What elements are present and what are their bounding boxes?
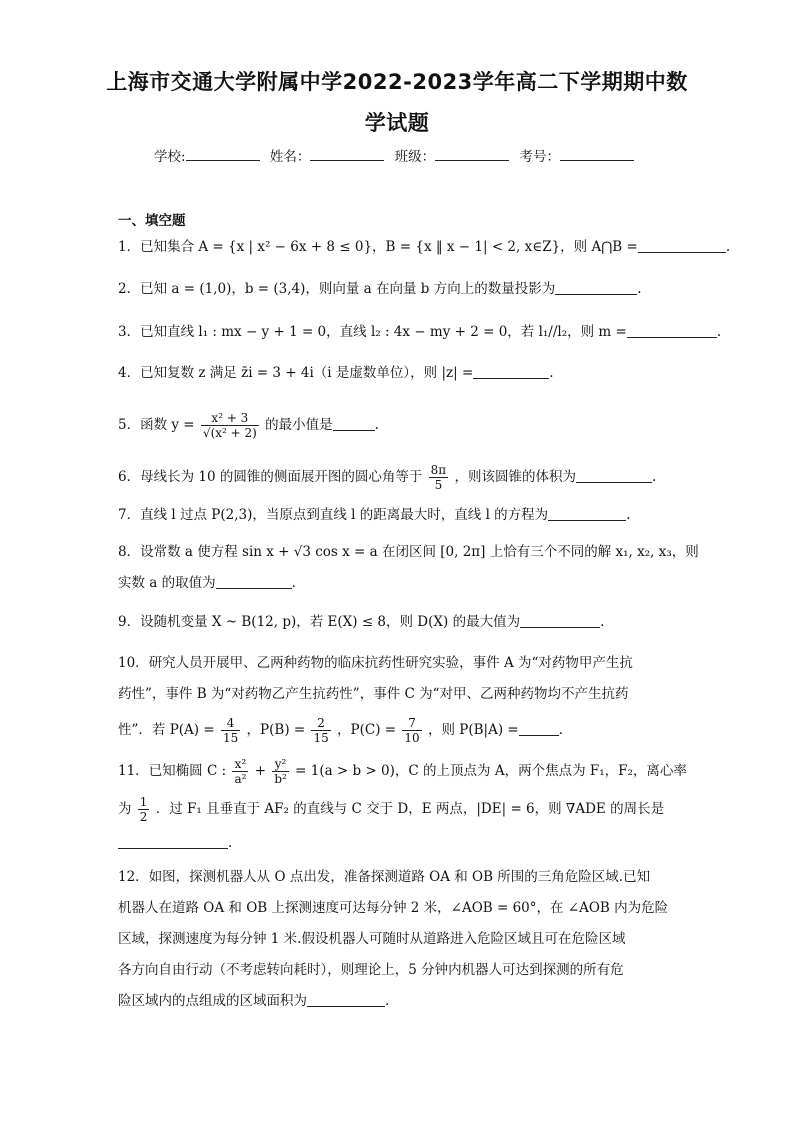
- page-title-continued: 学试题: [364, 111, 430, 135]
- question-4: 4．已知复数 z 满足 z̄i = 3 + 4i（i 是虚数单位），则 |z| = .: [118, 365, 554, 381]
- question-12: 12．如图，探测机器人从 O 点出发，准备探测道路 OA 和 OB 所围的三角危险区域.已知 机器人在道路 OA 和 OB 上探测速度可达每分钟 2 米，∠AOB = 60°，在 ∠AOB 内为危险 区域，探测速度为每分钟 1 米.假设机器人可随时从道路进入危险区域且可在危险区域 各方向自由行动（不考虑转向耗时），则理论上，5 分钟内机器人可达到探测的所有危 险区域内的点组成的区域面积为 .: [118, 869, 669, 1009]
- fraction: $\frac{2}{15}$: [313, 716, 329, 745]
- answer-blank[interactable]: [627, 323, 717, 338]
- question-7: 7．直线 l 过点 P(2,3)，当原点到直线 l 的距离最大时，直线 l 的方程为 .: [118, 507, 631, 523]
- fraction: $\frac{\text{x² + 3}}{\text{√(x² + 2)}}$: [202, 411, 257, 440]
- exam-number-label: 考号：: [519, 149, 560, 165]
- student-info-row: [0, 145, 794, 165]
- question-11: 11．已知椭圆 C : $\frac{\text{x²}}{\text{a²}}$ + $\frac{\text{y²}}{\text{b²}}$ = 1(a > b > 0)，C 的上顶点为 A，两个焦点为 F₁，F₂，离心率 为 $\frac{1}{2}$ ．过 F₁ 且垂直于 AF₂ 的直线与 C 交于 D，E 两点，|DE| = 6，则 ∇ADE 的周长是 .: [118, 757, 687, 851]
- fraction: $\frac{8\pi}{5}$: [430, 463, 447, 492]
- answer-blank[interactable]: [555, 280, 637, 295]
- class-label: 班级：: [394, 149, 436, 165]
- answer-blank[interactable]: [307, 992, 385, 1007]
- answer-blank[interactable]: [118, 834, 228, 849]
- section-heading: 一、填空题: [118, 213, 186, 229]
- fraction: $\frac{7}{10}$: [404, 716, 420, 745]
- question-6: 6．母线长为 10 的圆锥的侧面展开图的圆心角等于 $\frac{8\pi}{5}$ ，则该圆锥的体积为 .: [118, 463, 657, 492]
- answer-blank[interactable]: [520, 613, 600, 628]
- answer-blank[interactable]: [333, 416, 375, 431]
- question-9: 9．设随机变量 X ~ B(12, p)，若 E(X) ≤ 8，则 D(X) 的最大值为 .: [118, 614, 605, 630]
- answer-blank[interactable]: [216, 574, 292, 589]
- question-5: 5．函数 y = $\frac{\text{x² + 3}}{\text{√(x² + 2)}}$ 的最小值是 .: [118, 411, 379, 440]
- fraction: $\frac{\text{y²}}{\text{b²}}$: [274, 757, 287, 786]
- name-blank[interactable]: [310, 148, 384, 161]
- answer-blank[interactable]: [638, 238, 726, 253]
- question-8: 8．设常数 a 使方程 sin x + √3 cos x = a 在闭区间 [0, 2π] 上恰有三个不同的解 x₁, x₂, x₃，则 实数 a 的取值为 .: [118, 544, 699, 591]
- class-blank[interactable]: [435, 148, 509, 161]
- answer-blank[interactable]: [473, 364, 549, 379]
- school-blank[interactable]: [186, 148, 260, 161]
- school-label: 学校:: [154, 149, 186, 165]
- page-title: 上海市交通大学附属中学2022-2023学年高二下学期期中数: [106, 70, 688, 94]
- question-10: 10．研究人员开展甲、乙两种药物的临床抗药性研究实验，事件 A 为“对药物甲产生抗 药性”，事件 B 为“对药物乙产生抗药性”，事件 C 为“对甲、乙两种药物均不产生抗药 性”．若 P(A) = $\frac{4}{15}$ ，P(B) = $\frac{2}{15}$ ，P(C) = $\frac{7}{10}$ ，则 P(B|A) = .: [118, 655, 633, 745]
- exam-number-blank[interactable]: [560, 148, 634, 161]
- fraction: $\frac{1}{2}$: [139, 795, 148, 824]
- answer-blank[interactable]: [519, 721, 559, 736]
- name-label: 姓名：: [269, 149, 311, 165]
- question-1: 1．已知集合 A = {x | x² − 6x + 8 ≤ 0}，B = {x ‖ x − 1| < 2, x∈Z}，则 A⋂B = .: [118, 239, 731, 255]
- question-3: 3．已知直线 l₁ : mx − y + 1 = 0，直线 l₂ : 4x − my + 2 = 0，若 l₁//l₂，则 m = .: [118, 324, 722, 340]
- answer-blank[interactable]: [548, 506, 626, 521]
- question-2: 2．已知 a = (1,0)，b = (3,4)，则向量 a 在向量 b 方向上的数量投影为 .: [118, 281, 642, 297]
- fraction: $\frac{4}{15}$: [222, 716, 239, 745]
- fraction: $\frac{\text{x²}}{\text{a²}}$: [234, 757, 247, 786]
- answer-blank[interactable]: [576, 468, 652, 483]
